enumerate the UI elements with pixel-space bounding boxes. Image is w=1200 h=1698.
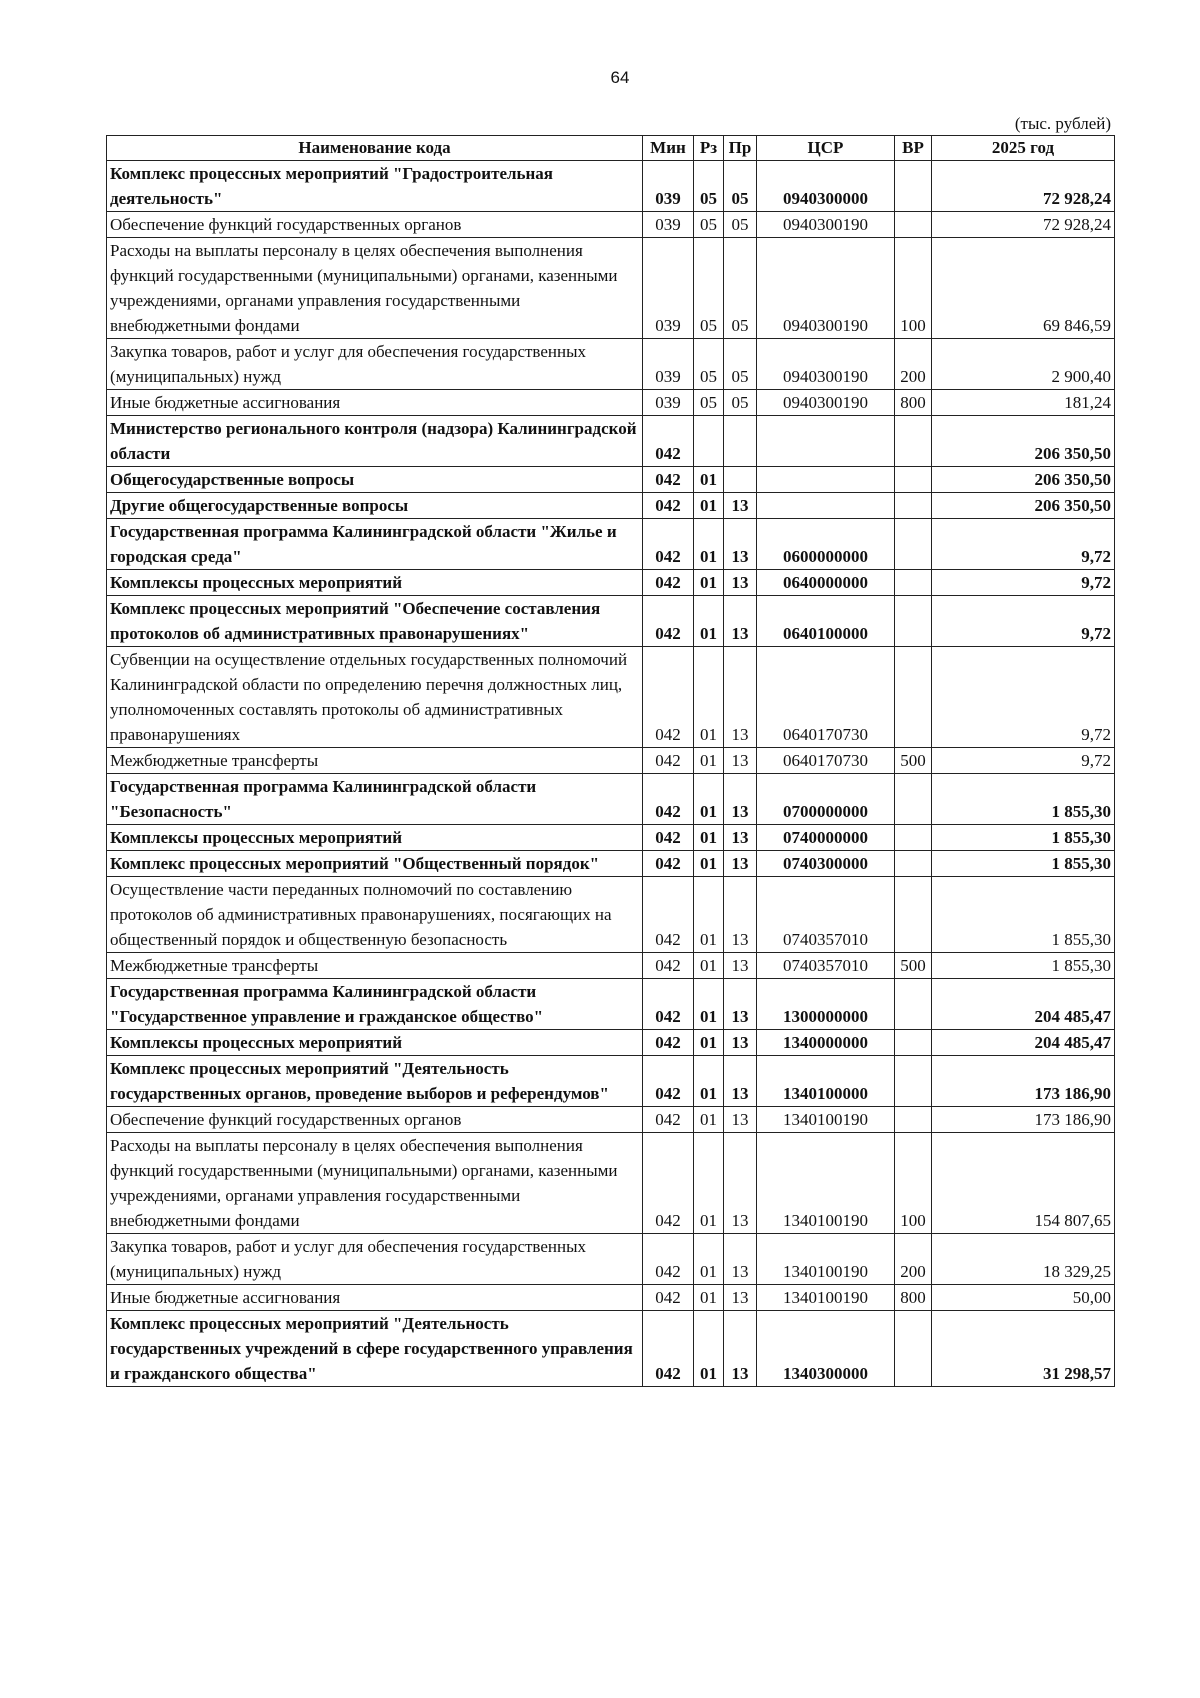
- cell-amount: 72 928,24: [932, 161, 1115, 212]
- cell-name: Государственная программа Калининградской области "Жилье и городская среда": [107, 519, 643, 570]
- cell-name: Министерство регионального контроля (надзора) Калининградской области: [107, 416, 643, 467]
- cell-pr: 05: [724, 212, 757, 238]
- table-row: [107, 1133, 1115, 1234]
- cell-name: Расходы на выплаты персоналу в целях обеспечения выполнения функций государственными (муниципальными) органами, казенными учреждениями, органами управления государственными внебюджетными фондами: [107, 1133, 643, 1234]
- cell-vr: [895, 493, 932, 519]
- cell-rz: 05: [694, 390, 724, 416]
- cell-amount: 1 855,30: [932, 851, 1115, 877]
- table-row: [107, 979, 1115, 1030]
- cell-amount: 72 928,24: [932, 212, 1115, 238]
- cell-pr: 13: [724, 1234, 757, 1285]
- cell-amount: 9,72: [932, 519, 1115, 570]
- cell-min: 039: [643, 161, 694, 212]
- cell-vr: 800: [895, 390, 932, 416]
- cell-rz: 01: [694, 748, 724, 774]
- cell-vr: [895, 570, 932, 596]
- cell-rz: 01: [694, 493, 724, 519]
- cell-vr: [895, 774, 932, 825]
- table-row: [107, 1107, 1115, 1133]
- cell-pr: 13: [724, 1311, 757, 1387]
- cell-vr: [895, 877, 932, 953]
- cell-amount: 206 350,50: [932, 467, 1115, 493]
- table-row: [107, 1234, 1115, 1285]
- cell-pr: 05: [724, 390, 757, 416]
- cell-name: Комплекс процессных мероприятий "Градостроительная деятельность": [107, 161, 643, 212]
- cell-rz: 01: [694, 570, 724, 596]
- cell-csr: 1300000000: [757, 979, 895, 1030]
- cell-pr: 05: [724, 339, 757, 390]
- table-row: [107, 570, 1115, 596]
- cell-csr: 0740357010: [757, 877, 895, 953]
- table-row: [107, 212, 1115, 238]
- cell-min: 042: [643, 570, 694, 596]
- table-body: [107, 161, 1115, 1387]
- cell-pr: 13: [724, 647, 757, 748]
- cell-min: 042: [643, 953, 694, 979]
- cell-pr: [724, 416, 757, 467]
- table-row: [107, 748, 1115, 774]
- cell-vr: 200: [895, 1234, 932, 1285]
- cell-pr: 13: [724, 596, 757, 647]
- cell-pr: 13: [724, 493, 757, 519]
- cell-pr: 13: [724, 1030, 757, 1056]
- cell-name: Закупка товаров, работ и услуг для обеспечения государственных (муниципальных) нужд: [107, 339, 643, 390]
- cell-name: Обеспечение функций государственных органов: [107, 1107, 643, 1133]
- table-row: [107, 1030, 1115, 1056]
- cell-vr: 500: [895, 748, 932, 774]
- cell-rz: 01: [694, 467, 724, 493]
- cell-rz: 01: [694, 1030, 724, 1056]
- cell-min: 042: [643, 519, 694, 570]
- cell-rz: 01: [694, 519, 724, 570]
- cell-vr: [895, 519, 932, 570]
- cell-min: 042: [643, 647, 694, 748]
- cell-name: Комплексы процессных мероприятий: [107, 570, 643, 596]
- cell-min: 042: [643, 493, 694, 519]
- cell-amount: 1 855,30: [932, 953, 1115, 979]
- cell-pr: 05: [724, 238, 757, 339]
- cell-rz: [694, 416, 724, 467]
- cell-csr: [757, 493, 895, 519]
- cell-rz: 01: [694, 1133, 724, 1234]
- cell-name: Обеспечение функций государственных органов: [107, 212, 643, 238]
- cell-pr: 13: [724, 851, 757, 877]
- cell-csr: 0700000000: [757, 774, 895, 825]
- cell-amount: 1 855,30: [932, 774, 1115, 825]
- cell-vr: 200: [895, 339, 932, 390]
- cell-amount: 206 350,50: [932, 416, 1115, 467]
- table-header-row: [107, 136, 1115, 161]
- col-header-year: 2025 год: [932, 136, 1115, 161]
- cell-vr: [895, 979, 932, 1030]
- cell-name: Государственная программа Калининградской области "Безопасность": [107, 774, 643, 825]
- page-number: 64: [610, 68, 630, 87]
- cell-rz: 01: [694, 774, 724, 825]
- cell-csr: 0740000000: [757, 825, 895, 851]
- cell-vr: 100: [895, 1133, 932, 1234]
- cell-amount: 31 298,57: [932, 1311, 1115, 1387]
- cell-min: 042: [643, 1234, 694, 1285]
- cell-pr: 13: [724, 1133, 757, 1234]
- cell-vr: [895, 1030, 932, 1056]
- cell-rz: 05: [694, 339, 724, 390]
- cell-vr: 100: [895, 238, 932, 339]
- table-row: [107, 774, 1115, 825]
- cell-rz: 01: [694, 1311, 724, 1387]
- cell-csr: 0940300190: [757, 212, 895, 238]
- cell-rz: 01: [694, 825, 724, 851]
- cell-vr: [895, 1107, 932, 1133]
- cell-vr: 800: [895, 1285, 932, 1311]
- cell-csr: [757, 467, 895, 493]
- cell-csr: 0740300000: [757, 851, 895, 877]
- cell-rz: 01: [694, 1056, 724, 1107]
- cell-csr: 0640170730: [757, 647, 895, 748]
- cell-vr: [895, 212, 932, 238]
- cell-vr: 500: [895, 953, 932, 979]
- table-row: [107, 596, 1115, 647]
- cell-csr: 0640000000: [757, 570, 895, 596]
- cell-min: 042: [643, 1133, 694, 1234]
- cell-min: 039: [643, 390, 694, 416]
- cell-vr: [895, 161, 932, 212]
- cell-vr: [895, 1311, 932, 1387]
- cell-amount: 9,72: [932, 570, 1115, 596]
- cell-amount: 2 900,40: [932, 339, 1115, 390]
- cell-amount: 1 855,30: [932, 877, 1115, 953]
- cell-amount: 18 329,25: [932, 1234, 1115, 1285]
- cell-name: Межбюджетные трансферты: [107, 953, 643, 979]
- cell-csr: 1340100190: [757, 1133, 895, 1234]
- cell-min: 042: [643, 1107, 694, 1133]
- cell-pr: 13: [724, 1107, 757, 1133]
- cell-rz: 05: [694, 161, 724, 212]
- cell-rz: 01: [694, 979, 724, 1030]
- cell-pr: 13: [724, 519, 757, 570]
- cell-rz: 01: [694, 953, 724, 979]
- cell-amount: 173 186,90: [932, 1107, 1115, 1133]
- cell-name: Иные бюджетные ассигнования: [107, 390, 643, 416]
- cell-min: 042: [643, 1030, 694, 1056]
- cell-pr: 13: [724, 825, 757, 851]
- cell-csr: 1340100190: [757, 1234, 895, 1285]
- units-note: (тыс. рублей): [1014, 114, 1111, 133]
- cell-name: Общегосударственные вопросы: [107, 467, 643, 493]
- table-row: [107, 1311, 1115, 1387]
- cell-amount: 154 807,65: [932, 1133, 1115, 1234]
- cell-min: 039: [643, 212, 694, 238]
- cell-min: 042: [643, 877, 694, 953]
- cell-rz: 01: [694, 647, 724, 748]
- cell-min: 042: [643, 774, 694, 825]
- cell-amount: 206 350,50: [932, 493, 1115, 519]
- table-row: [107, 467, 1115, 493]
- cell-name: Комплекс процессных мероприятий "Обеспечение составления протоколов об административных правонарушениях": [107, 596, 643, 647]
- cell-name: Государственная программа Калининградской области "Государственное управление и гражданское общество": [107, 979, 643, 1030]
- cell-amount: 9,72: [932, 748, 1115, 774]
- cell-rz: 01: [694, 877, 724, 953]
- table-row: [107, 851, 1115, 877]
- cell-vr: [895, 596, 932, 647]
- col-header-name: Наименование кода: [107, 136, 643, 161]
- cell-rz: 01: [694, 1234, 724, 1285]
- cell-pr: 13: [724, 953, 757, 979]
- cell-amount: 1 855,30: [932, 825, 1115, 851]
- cell-min: 042: [643, 1285, 694, 1311]
- table-row: [107, 416, 1115, 467]
- cell-name: Комплексы процессных мероприятий: [107, 1030, 643, 1056]
- cell-csr: 1340100190: [757, 1107, 895, 1133]
- table-row: [107, 877, 1115, 953]
- table-row: [107, 238, 1115, 339]
- cell-name: Комплекс процессных мероприятий "Деятельность государственных учреждений в сфере государственного управления и гражданского общества": [107, 1311, 643, 1387]
- cell-name: Расходы на выплаты персоналу в целях обеспечения выполнения функций государственными (муниципальными) органами, казенными учреждениями, органами управления государственными внебюджетными фондами: [107, 238, 643, 339]
- cell-vr: [895, 825, 932, 851]
- cell-name: Осуществление части переданных полномочий по составлению протоколов об административных правонарушениях, посягающих на общественный порядок и общественную безопасность: [107, 877, 643, 953]
- table-row: [107, 953, 1115, 979]
- cell-amount: 173 186,90: [932, 1056, 1115, 1107]
- cell-csr: 0640170730: [757, 748, 895, 774]
- cell-pr: 13: [724, 1285, 757, 1311]
- cell-rz: 05: [694, 212, 724, 238]
- cell-csr: 0940300190: [757, 238, 895, 339]
- cell-rz: 05: [694, 238, 724, 339]
- col-header-pr: Пр: [724, 136, 757, 161]
- cell-csr: 1340100000: [757, 1056, 895, 1107]
- table-row: [107, 647, 1115, 748]
- table-row: [107, 339, 1115, 390]
- cell-name: Межбюджетные трансферты: [107, 748, 643, 774]
- cell-min: 042: [643, 825, 694, 851]
- cell-pr: 13: [724, 1056, 757, 1107]
- cell-csr: 0640100000: [757, 596, 895, 647]
- table-row: [107, 161, 1115, 212]
- col-header-vr: ВР: [895, 136, 932, 161]
- table-row: [107, 493, 1115, 519]
- cell-pr: [724, 467, 757, 493]
- cell-name: Комплекс процессных мероприятий "Деятельность государственных органов, проведение выборов и референдумов": [107, 1056, 643, 1107]
- cell-rz: 01: [694, 1285, 724, 1311]
- cell-csr: 1340000000: [757, 1030, 895, 1056]
- cell-amount: 9,72: [932, 647, 1115, 748]
- cell-min: 042: [643, 416, 694, 467]
- cell-csr: 1340300000: [757, 1311, 895, 1387]
- cell-min: 042: [643, 1056, 694, 1107]
- table-row: [107, 825, 1115, 851]
- cell-pr: 05: [724, 161, 757, 212]
- cell-min: 042: [643, 748, 694, 774]
- col-header-rz: Рз: [694, 136, 724, 161]
- table-row: [107, 1285, 1115, 1311]
- col-header-min: Мин: [643, 136, 694, 161]
- cell-amount: 69 846,59: [932, 238, 1115, 339]
- table-row: [107, 519, 1115, 570]
- cell-csr: 0940300190: [757, 339, 895, 390]
- cell-amount: 9,72: [932, 596, 1115, 647]
- col-header-csr: ЦСР: [757, 136, 895, 161]
- cell-csr: 0600000000: [757, 519, 895, 570]
- cell-vr: [895, 851, 932, 877]
- cell-name: Субвенции на осуществление отдельных государственных полномочий Калининградской области по определению перечня должностных лиц, уполномоченных составлять протоколы об административных правонарушениях: [107, 647, 643, 748]
- table-row: [107, 390, 1115, 416]
- cell-min: 042: [643, 979, 694, 1030]
- cell-rz: 01: [694, 596, 724, 647]
- cell-min: 042: [643, 467, 694, 493]
- cell-min: 039: [643, 238, 694, 339]
- cell-vr: [895, 416, 932, 467]
- cell-csr: 0940300190: [757, 390, 895, 416]
- cell-vr: [895, 1056, 932, 1107]
- cell-name: Комплексы процессных мероприятий: [107, 825, 643, 851]
- cell-pr: 13: [724, 774, 757, 825]
- cell-amount: 204 485,47: [932, 979, 1115, 1030]
- table-row: [107, 1056, 1115, 1107]
- cell-vr: [895, 647, 932, 748]
- cell-min: 042: [643, 851, 694, 877]
- cell-name: Другие общегосударственные вопросы: [107, 493, 643, 519]
- cell-csr: 0740357010: [757, 953, 895, 979]
- cell-pr: 13: [724, 979, 757, 1030]
- cell-amount: 181,24: [932, 390, 1115, 416]
- cell-name: Иные бюджетные ассигнования: [107, 1285, 643, 1311]
- cell-min: 042: [643, 1311, 694, 1387]
- cell-pr: 13: [724, 877, 757, 953]
- cell-csr: [757, 416, 895, 467]
- cell-pr: 13: [724, 748, 757, 774]
- cell-csr: 0940300000: [757, 161, 895, 212]
- cell-vr: [895, 467, 932, 493]
- cell-name: Закупка товаров, работ и услуг для обеспечения государственных (муниципальных) нужд: [107, 1234, 643, 1285]
- budget-table: [106, 135, 1115, 1387]
- cell-rz: 01: [694, 1107, 724, 1133]
- cell-name: Комплекс процессных мероприятий "Общественный порядок": [107, 851, 643, 877]
- cell-min: 042: [643, 596, 694, 647]
- cell-rz: 01: [694, 851, 724, 877]
- cell-csr: 1340100190: [757, 1285, 895, 1311]
- cell-amount: 50,00: [932, 1285, 1115, 1311]
- cell-min: 039: [643, 339, 694, 390]
- cell-amount: 204 485,47: [932, 1030, 1115, 1056]
- cell-pr: 13: [724, 570, 757, 596]
